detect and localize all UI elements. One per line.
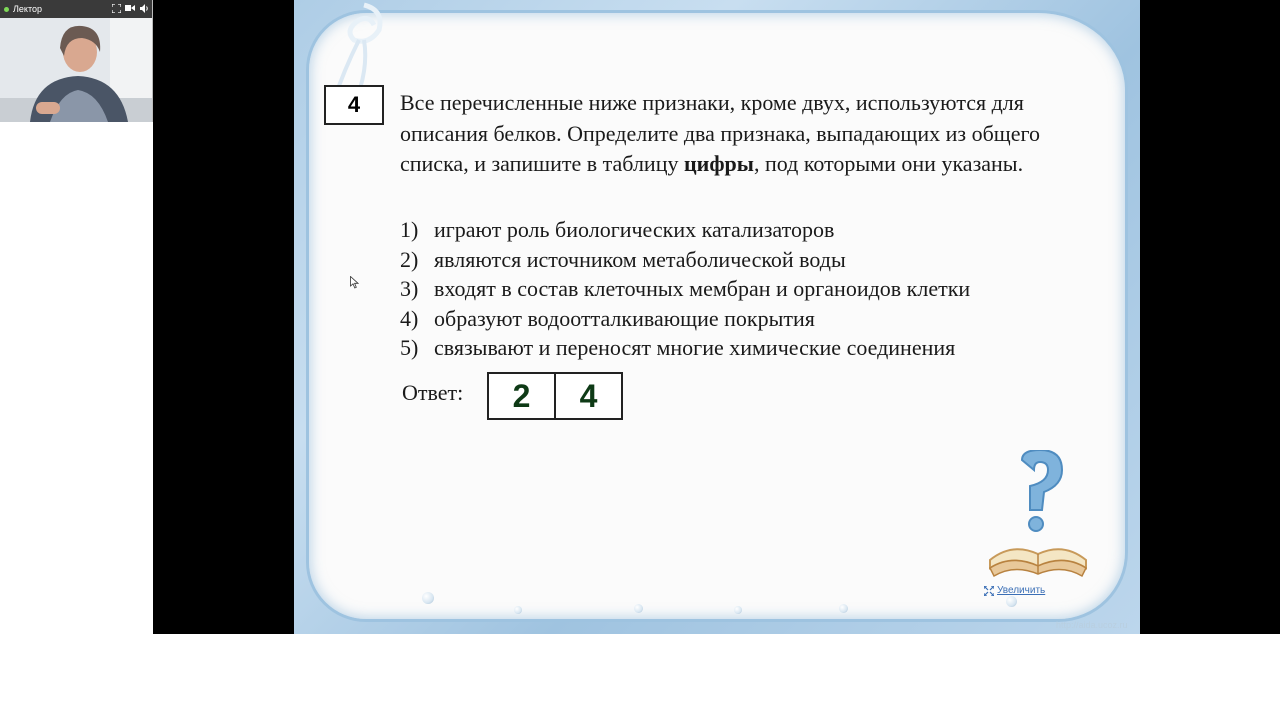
speaker-icon[interactable] — [139, 4, 149, 14]
option-text: связывают и переносят многие химические соединения — [434, 335, 956, 360]
slide — [294, 0, 1140, 634]
question-text-bold: цифры — [683, 151, 754, 176]
answer-table — [487, 372, 623, 420]
water-drop — [422, 592, 434, 604]
mouse-cursor-icon — [350, 276, 359, 289]
option-item — [400, 274, 1100, 304]
option-number: 2) — [400, 246, 419, 272]
webcam-label: Лектор — [13, 4, 42, 14]
camera-icon[interactable] — [125, 4, 135, 14]
webcam-video — [0, 18, 153, 122]
option-text: образуют водоотталкивающие покрытия — [434, 305, 815, 331]
water-drop — [734, 606, 742, 614]
option-item — [400, 245, 1100, 275]
option-item — [400, 304, 1100, 334]
water-drop — [514, 606, 522, 614]
answer-cell-1: 2 — [512, 377, 531, 414]
option-text: входят в состав клеточных мембран и органоидов клетки — [434, 276, 971, 301]
question-text-part1: Все перечисленные ниже признаки, кроме двух, используются для описания белков. Определите два признака, выпадающих из общего списка, и запишите в таблицу — [400, 90, 1040, 176]
question-text — [400, 88, 1100, 180]
question-text-part2: , под которыми они указаны. — [753, 151, 1024, 176]
option-text: играют роль биологических катализаторов — [434, 217, 835, 242]
water-drop — [634, 604, 643, 613]
expand-icon — [984, 586, 994, 596]
question-book-icon — [982, 450, 1094, 590]
water-drop — [839, 604, 848, 613]
option-text: являются источником метаболической воды — [434, 246, 846, 272]
options-list — [400, 215, 1100, 363]
zoom-link-label: Увеличить — [997, 585, 1046, 596]
option-item — [400, 215, 1100, 245]
option-item — [400, 333, 1100, 363]
answer-cell-2: 4 — [554, 374, 621, 418]
webcam-titlebar — [0, 0, 153, 18]
fullscreen-icon[interactable] — [111, 4, 121, 14]
option-number: 4) — [400, 305, 419, 331]
option-number: 3) — [400, 276, 419, 301]
answer-label: Ответ: — [402, 380, 464, 405]
webcam-panel[interactable] — [0, 0, 153, 122]
status-dot — [4, 7, 9, 12]
question-number-box: 4 — [324, 85, 384, 125]
watermark: http://aida.ucoz.ru — [1056, 620, 1128, 630]
option-number: 1) — [400, 217, 419, 242]
water-drop — [1006, 596, 1017, 607]
option-number: 5) — [400, 335, 419, 360]
zoom-link[interactable] — [984, 585, 1045, 596]
